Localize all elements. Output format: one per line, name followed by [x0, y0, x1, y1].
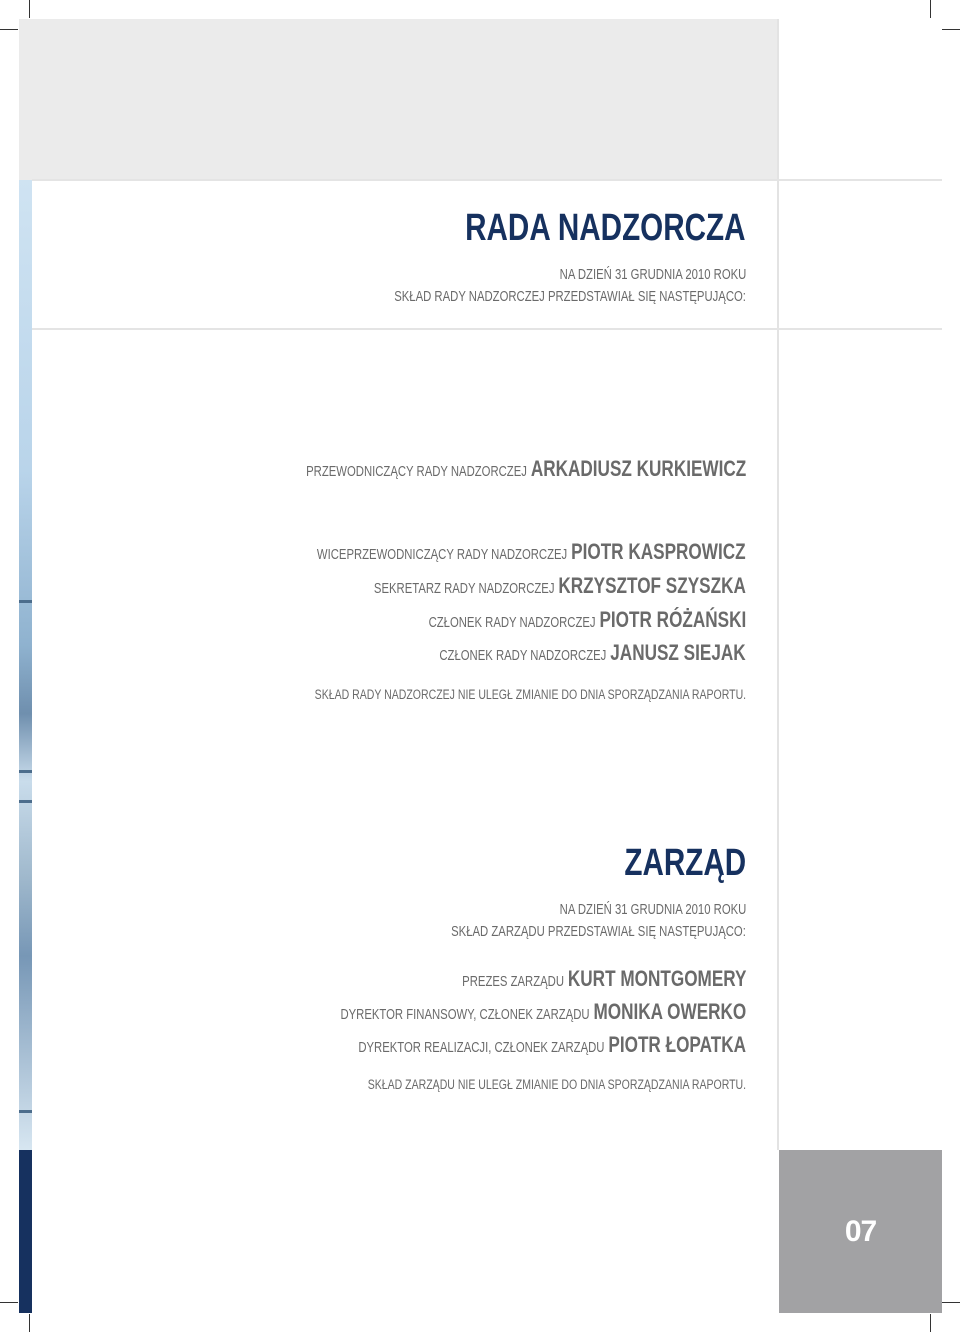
member-role: DYREKTOR FINANSOWY, CZŁONEK ZARZĄDU	[340, 1007, 590, 1023]
member-name: JANUSZ SIEJAK	[610, 640, 746, 665]
navy-strip	[19, 1150, 32, 1313]
photo-detail	[19, 1110, 32, 1113]
member-role: CZŁONEK RADY NADZORCZEJ	[439, 648, 607, 664]
crop-mark	[942, 29, 960, 30]
zarzad-title: ZARZĄD	[624, 842, 746, 884]
zarzad-member	[100, 999, 746, 1025]
member-role: DYREKTOR REALIZACJI, CZŁONEK ZARZĄDU	[358, 1040, 605, 1056]
crop-mark	[942, 1302, 960, 1303]
divider-line	[32, 328, 942, 330]
zarzad-date-row	[100, 899, 746, 921]
rada-member	[100, 573, 746, 599]
rada-intro-row	[100, 286, 746, 308]
photo-detail	[19, 600, 32, 603]
member-name: PIOTR ŁOPATKA	[608, 1032, 746, 1057]
zarzad-note-row	[100, 1076, 746, 1094]
member-name: ARKADIUSZ KURKIEWICZ	[530, 456, 746, 481]
zarzad-note: SKŁAD ZARZĄDU NIE ULEGŁ ZMIANIE DO DNIA SPORZĄDZANIA RAPORTU.	[367, 1077, 746, 1092]
zarzad-intro-row	[100, 921, 746, 943]
member-role: WICEPRZEWODNICZĄCY RADY NADZORCZEJ	[317, 547, 568, 563]
divider-line	[32, 179, 942, 181]
crop-mark	[29, 0, 30, 18]
member-name: PIOTR KASPROWICZ	[571, 539, 746, 564]
zarzad-date-line: NA DZIEŃ 31 GRUDNIA 2010 ROKU	[559, 902, 746, 918]
member-role: CZŁONEK RADY NADZORCZEJ	[428, 615, 596, 631]
rada-member	[100, 640, 746, 666]
crop-mark	[0, 1302, 18, 1303]
page-number-box	[779, 1150, 942, 1313]
rada-member	[100, 539, 746, 565]
rada-note: SKŁAD RADY NADZORCZEJ NIE ULEGŁ ZMIANIE DO DNIA SPORZĄDZANIA RAPORTU.	[314, 687, 746, 702]
crop-mark	[29, 1314, 30, 1332]
member-role: PRZEWODNICZĄCY RADY NADZORCZEJ	[305, 464, 527, 480]
rada-member	[100, 456, 746, 482]
photo-strip	[19, 180, 32, 1150]
member-role: SEKRETARZ RADY NADZORCZEJ	[374, 581, 555, 597]
top-gray-band	[19, 19, 777, 180]
zarzad-intro-line: SKŁAD ZARZĄDU PRZEDSTAWIAŁ SIĘ NASTĘPUJĄCO:	[451, 924, 746, 940]
member-role: PREZES ZARZĄDU	[461, 974, 564, 990]
rada-title-row	[100, 207, 746, 250]
zarzad-title-row	[100, 842, 746, 885]
photo-detail	[19, 770, 32, 773]
member-name: KURT MONTGOMERY	[567, 966, 746, 991]
page-number: 07	[844, 1214, 877, 1248]
member-name: PIOTR RÓŻAŃSKI	[599, 607, 746, 632]
rada-note-row	[100, 686, 746, 704]
rada-date-line: NA DZIEŃ 31 GRUDNIA 2010 ROKU	[559, 267, 746, 283]
member-name: KRZYSZTOF SZYSZKA	[558, 573, 746, 598]
rada-title: RADA NADZORCZA	[465, 207, 746, 249]
rada-date-row	[100, 264, 746, 286]
vertical-divider	[777, 19, 779, 1150]
rada-member	[100, 607, 746, 633]
zarzad-member	[100, 966, 746, 992]
zarzad-member	[100, 1032, 746, 1058]
crop-mark	[930, 1314, 931, 1332]
rada-intro-line: SKŁAD RADY NADZORCZEJ PRZEDSTAWIAŁ SIĘ NASTĘPUJĄCO:	[394, 289, 746, 305]
crop-mark	[0, 29, 18, 30]
photo-detail	[19, 800, 32, 803]
crop-mark	[930, 0, 931, 18]
member-name: MONIKA OWERKO	[593, 999, 746, 1024]
